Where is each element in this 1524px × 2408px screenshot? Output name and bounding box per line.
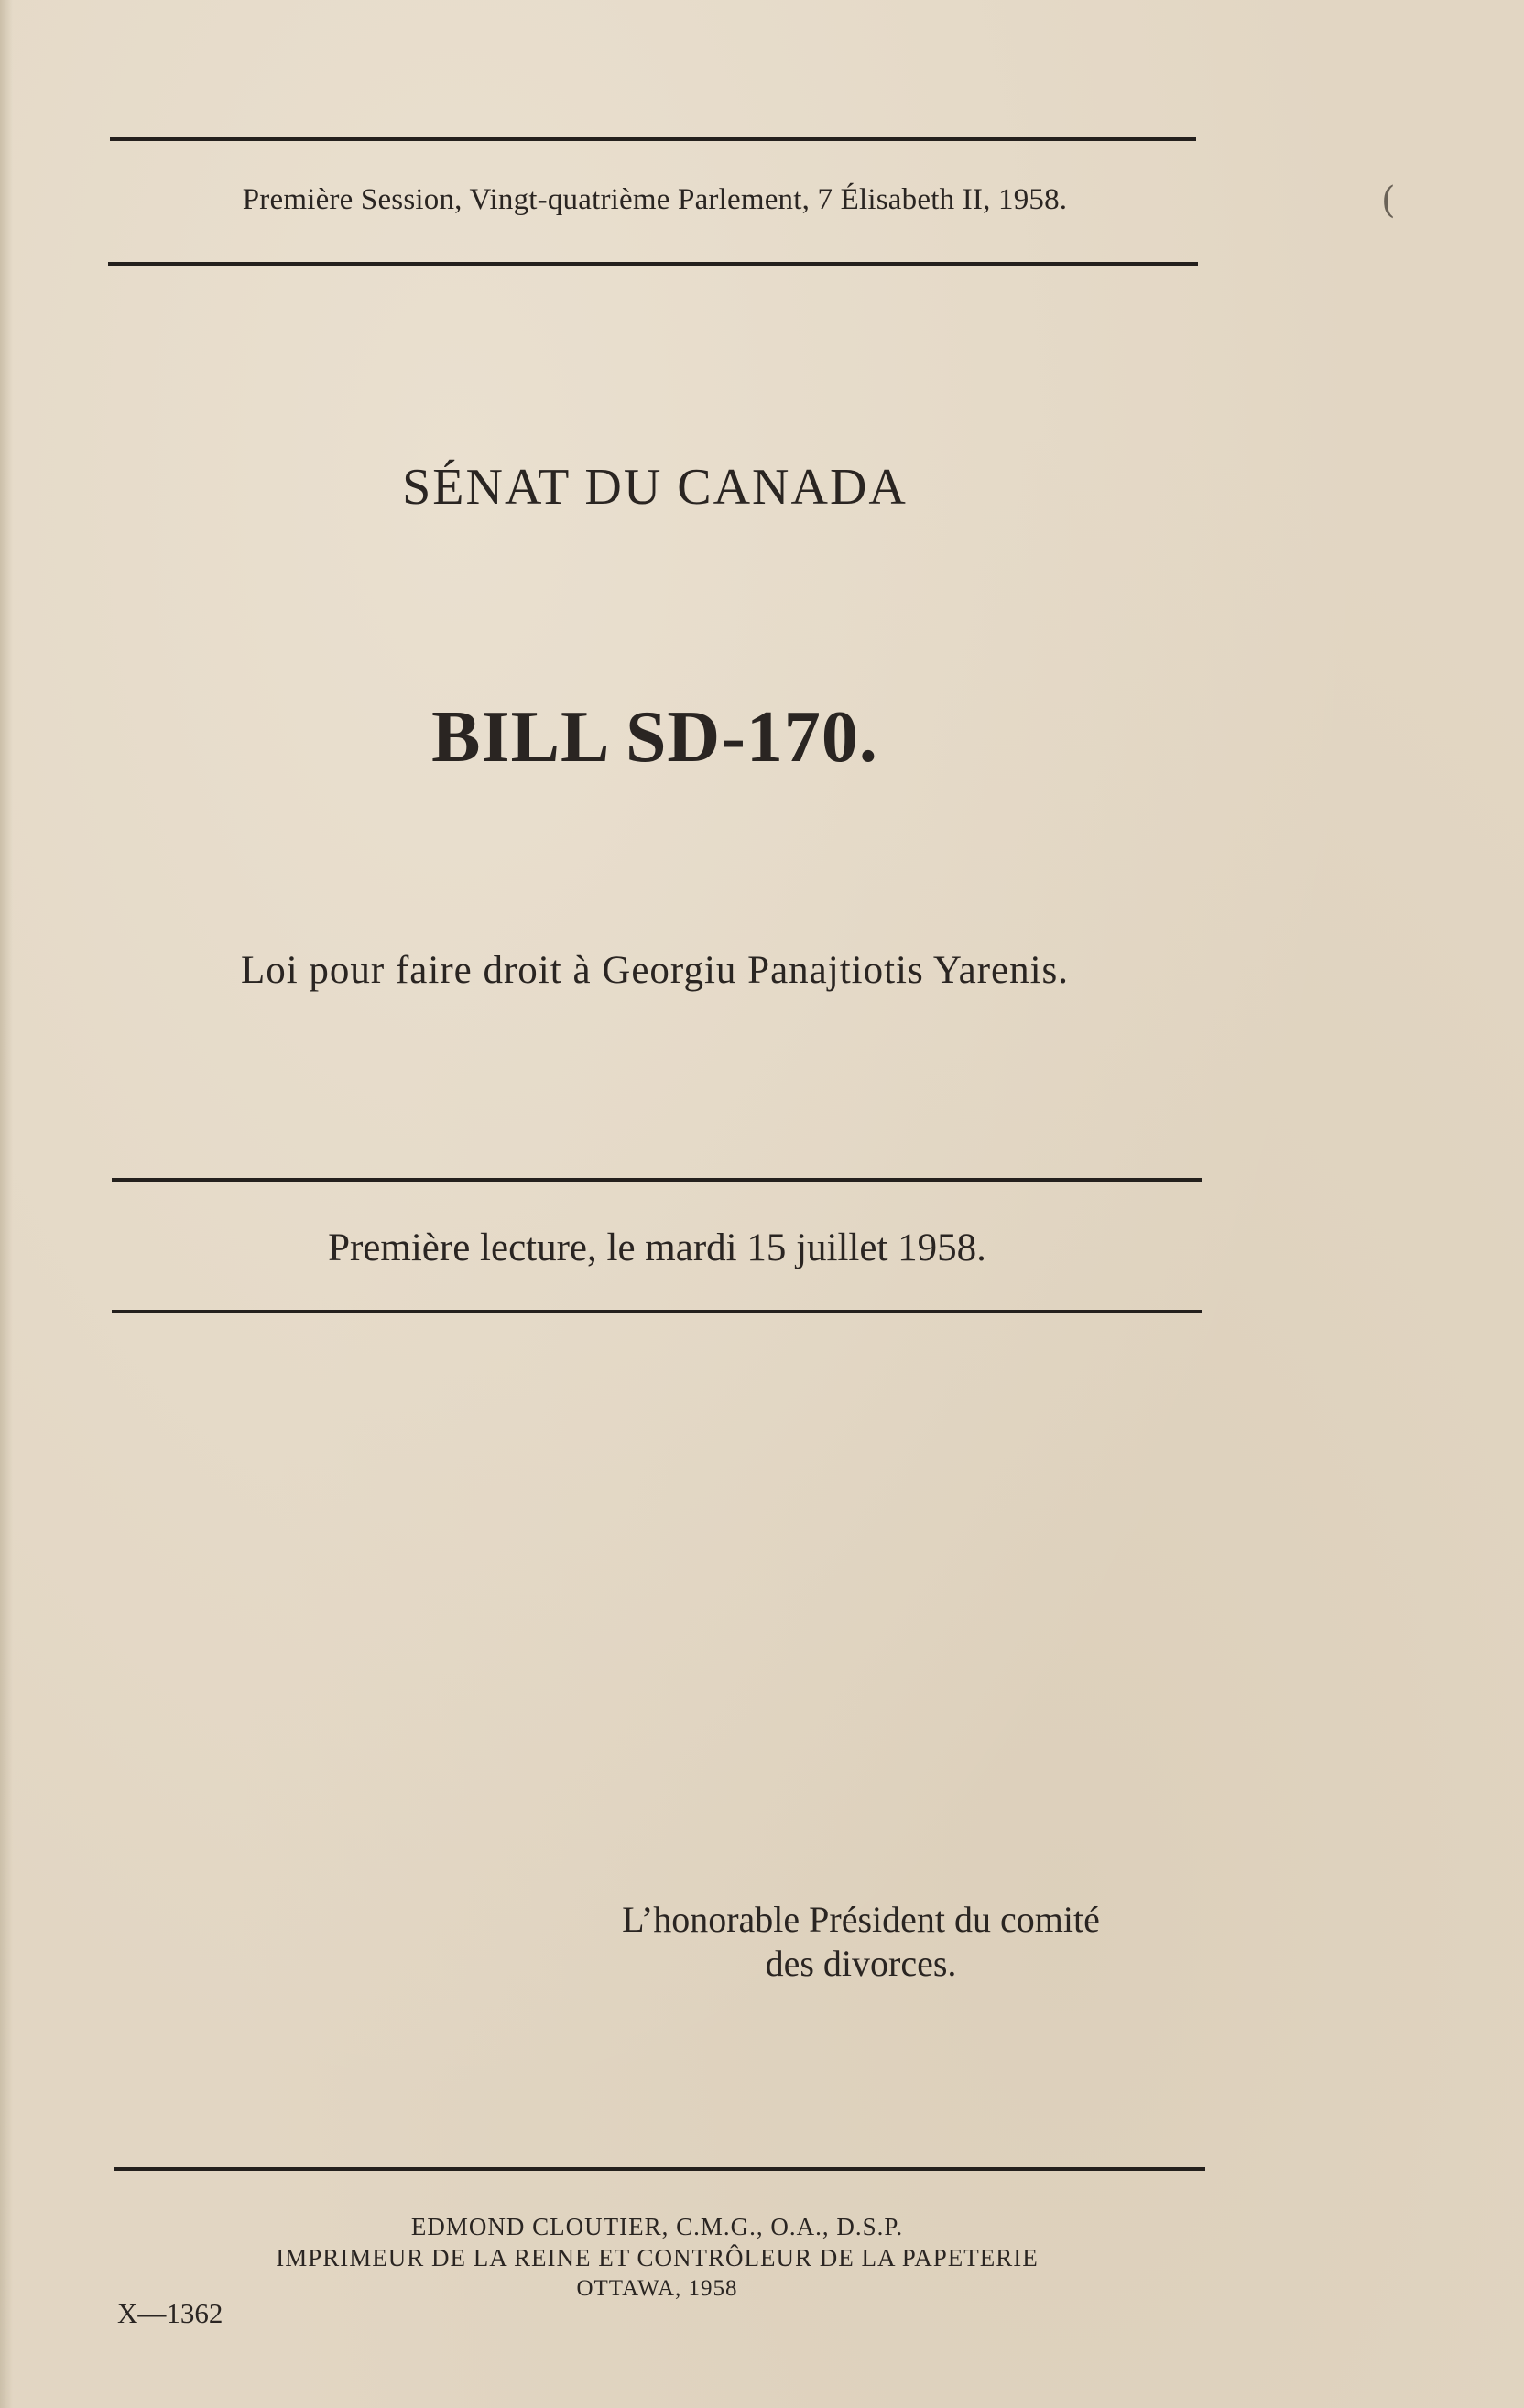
senate-heading: SÉNAT DU CANADA <box>402 459 908 516</box>
margin-mark: ( <box>1381 180 1396 222</box>
reading-bottom-rule <box>112 1310 1202 1313</box>
first-reading-line: Première lecture, le mardi 15 juillet 1958. <box>328 1226 986 1269</box>
top-rule <box>110 137 1196 141</box>
header-bottom-rule <box>108 262 1198 266</box>
sponsor-line-2: des divorces. <box>765 1943 957 1984</box>
page-edge-shadow <box>0 0 13 2408</box>
document-number: X—1362 <box>117 2297 223 2329</box>
printer-name: EDMOND CLOUTIER, C.M.G., O.A., D.S.P. <box>410 2213 904 2240</box>
printer-title: IMPRIMEUR DE LA REINE ET CONTRÔLEUR DE LA PAPETERIE <box>276 2244 1039 2272</box>
imprint-top-rule <box>114 2167 1205 2171</box>
bill-title: Loi pour faire droit à Georgiu Panajtiotis Yarenis. <box>240 949 1070 992</box>
bill-number: BILL SD-170. <box>431 697 878 778</box>
reading-top-rule <box>112 1178 1202 1182</box>
sponsor-line-1: L’honorable Président du comité <box>622 1899 1100 1940</box>
printer-location: OTTAWA, 1958 <box>576 2276 738 2301</box>
session-line: Première Session, Vingt-quatrième Parlement, 7 Élisabeth II, 1958. <box>242 183 1068 216</box>
